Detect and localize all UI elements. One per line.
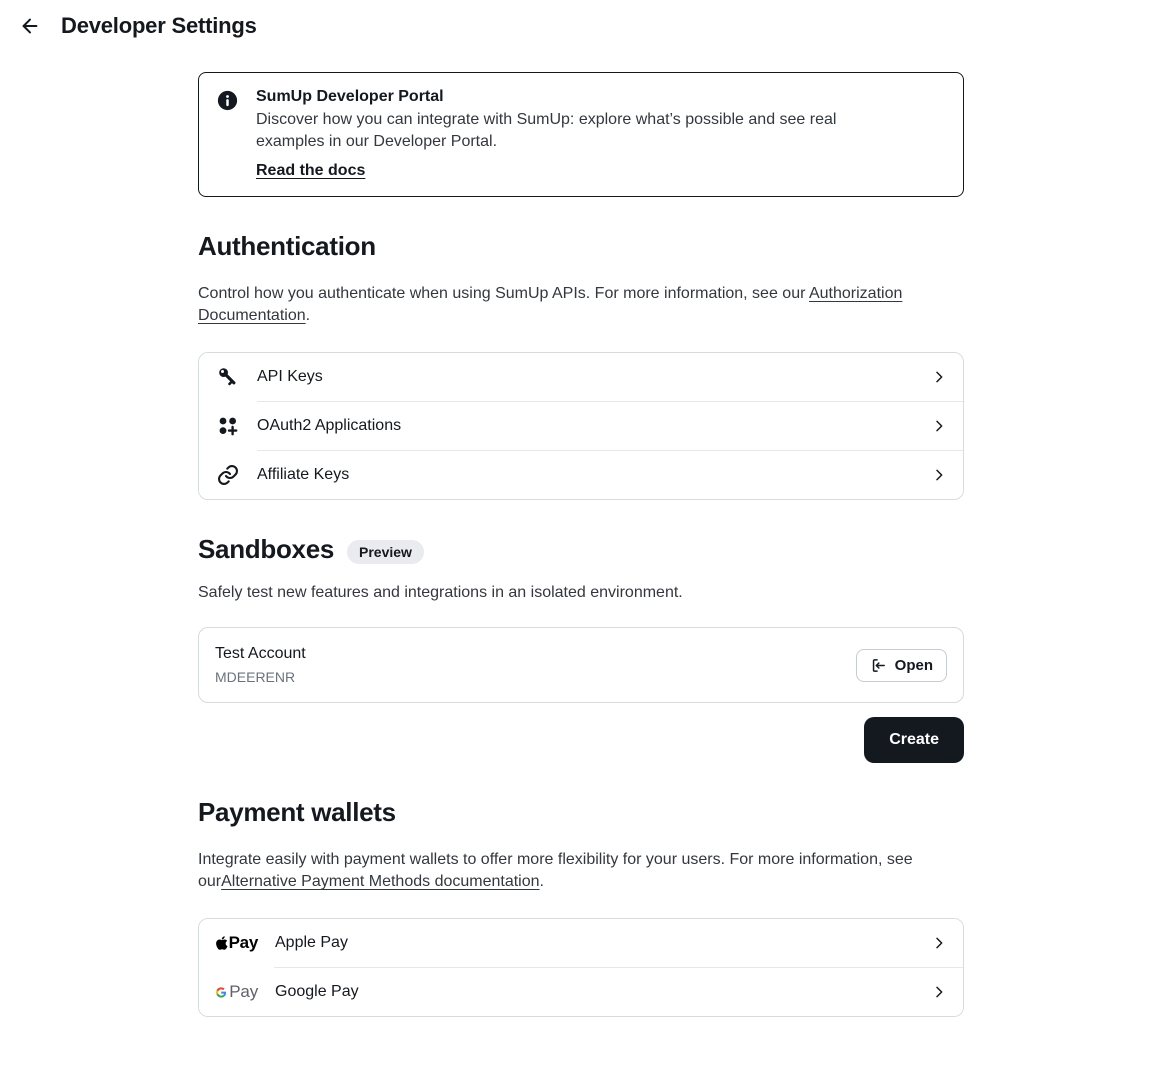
payment-wallets-description [198, 849, 964, 893]
apple-pay-logo [216, 933, 258, 953]
read-the-docs-link[interactable]: Read the docs [256, 162, 366, 179]
create-sandbox-button[interactable]: Create [864, 717, 964, 763]
chevron-right-icon [931, 984, 947, 1000]
banner-title: SumUp Developer Portal [256, 88, 444, 105]
page-title: Developer Settings [61, 13, 257, 38]
list-item-google-pay[interactable] [199, 968, 963, 1016]
link-icon [216, 463, 240, 487]
apple-pay-wordmark: Pay [228, 933, 258, 952]
sandbox-account-code: MDEERENR [215, 669, 296, 685]
authentication-list [198, 352, 964, 500]
list-item-label: Affiliate Keys [257, 466, 350, 483]
banner-body: Discover how you can integrate with SumUp: explore what’s possible and see real examples in our Developer Portal. [256, 111, 837, 150]
google-pay-wordmark: Pay [229, 982, 258, 1001]
google-pay-logo [216, 982, 258, 1002]
list-item-affiliate-keys[interactable] [199, 451, 963, 499]
page-header [0, 0, 1162, 52]
authentication-heading: Authentication [198, 231, 376, 261]
key-icon [216, 365, 240, 389]
chevron-right-icon [931, 369, 947, 385]
open-sandbox-button[interactable] [856, 649, 947, 682]
authentication-desc-period: . [305, 307, 311, 324]
list-item-api-keys[interactable] [199, 353, 963, 401]
payment-wallets-desc-period: . [539, 873, 544, 890]
banner-text-block [256, 88, 856, 180]
list-item-label: Google Pay [275, 983, 359, 1000]
arrow-left-icon [19, 15, 41, 37]
create-button-row [198, 717, 964, 763]
open-button-label: Open [894, 656, 933, 674]
sandbox-account-info [215, 645, 306, 685]
list-item-label: OAuth2 Applications [257, 417, 402, 434]
info-icon [217, 88, 238, 180]
sandboxes-description: Safely test new features and integrations in an isolated environment. [198, 584, 683, 601]
authorization-documentation-link[interactable]: Authorization Documentation [198, 285, 903, 324]
authentication-description [198, 283, 964, 327]
apps-add-icon [216, 414, 240, 438]
chevron-right-icon [931, 467, 947, 483]
payment-wallets-desc-text: Integrate easily with payment wallets to offer more flexibility for your users. For more information, see our [198, 851, 913, 890]
payment-wallets-list [198, 918, 964, 1017]
list-item-label: Apple Pay [275, 934, 348, 951]
sandbox-account-name: Test Account [215, 645, 306, 662]
list-item-oauth2-applications[interactable] [199, 402, 963, 450]
chevron-right-icon [931, 418, 947, 434]
sandboxes-heading: Sandboxes [198, 534, 335, 564]
back-button[interactable] [16, 12, 44, 40]
sandbox-account-card [198, 627, 964, 703]
main-content [198, 72, 964, 1017]
enter-icon [870, 657, 887, 674]
list-item-label: API Keys [257, 368, 323, 385]
sandboxes-heading-row [198, 534, 964, 565]
developer-portal-banner [198, 72, 964, 197]
chevron-right-icon [931, 935, 947, 951]
preview-badge: Preview [347, 540, 424, 564]
list-item-apple-pay[interactable] [199, 919, 963, 967]
alternative-payment-methods-link[interactable]: Alternative Payment Methods documentation [221, 873, 540, 890]
payment-wallets-heading: Payment wallets [198, 797, 396, 827]
authentication-desc-text: Control how you authenticate when using SumUp APIs. For more information, see our [198, 285, 809, 302]
